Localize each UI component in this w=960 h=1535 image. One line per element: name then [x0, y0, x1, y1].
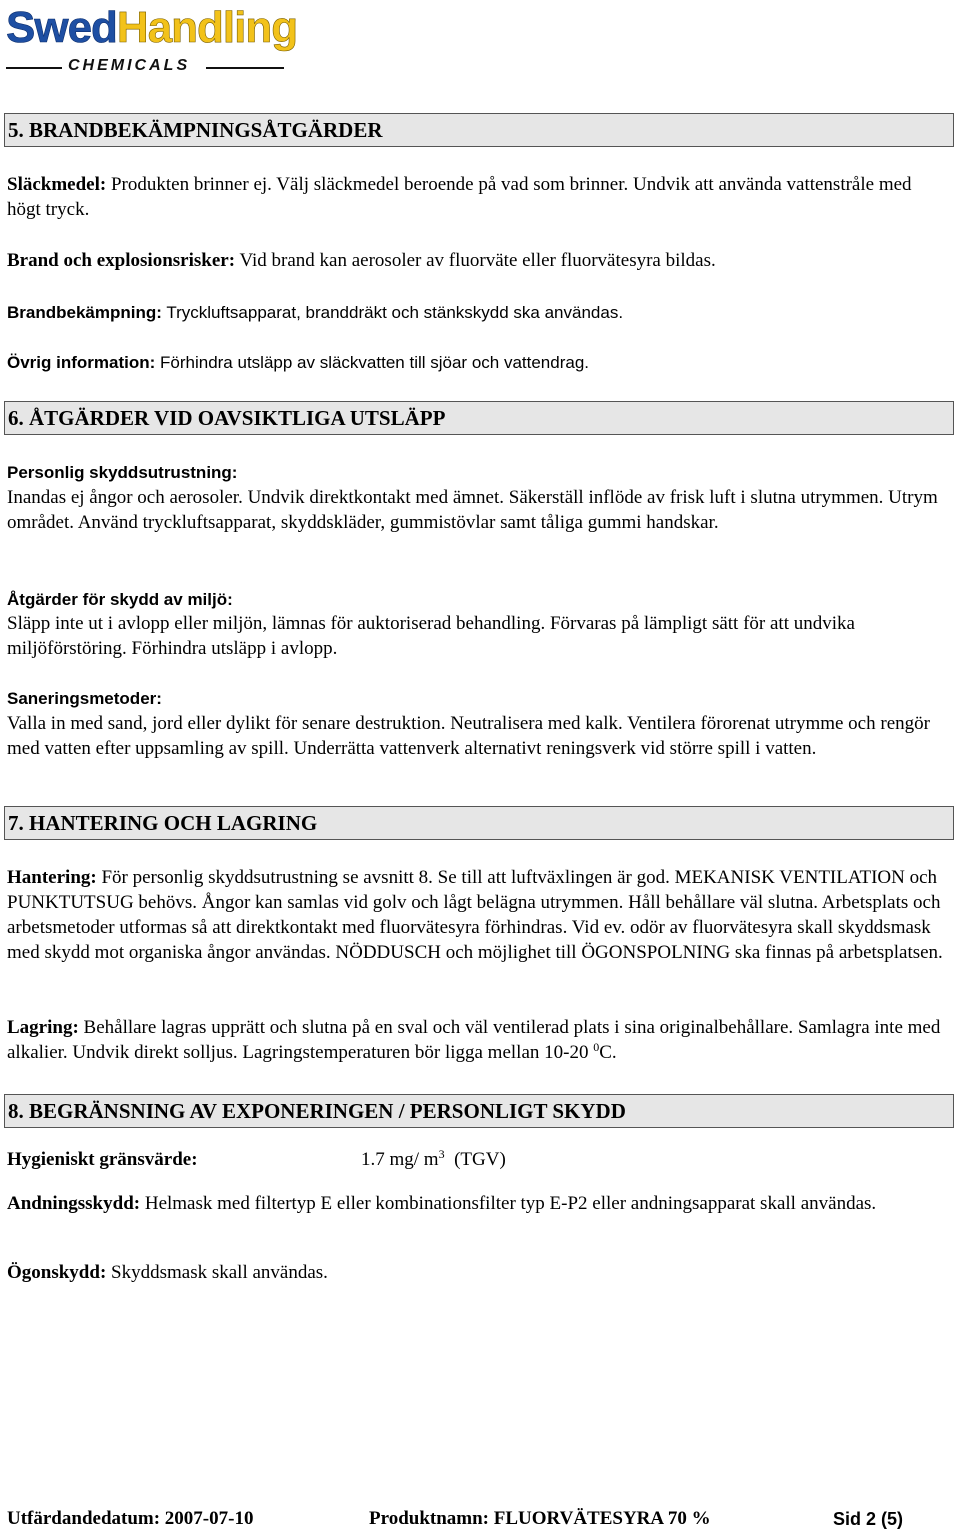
cleanup-label: Saneringsmetoder:: [7, 689, 162, 708]
logo-subtitle: CHEMICALS: [68, 57, 191, 74]
hygiene-limit-label: Hygieniskt gränsvärde:: [7, 1149, 198, 1170]
handling: Hantering: För personlig skyddsutrustning se avsnitt 8. Se till att luftväxlingen är god. MEKANISK VENTILATION och PUNKTUTSUG behövs. Ångor kan samlas vid golv och lågt belägna utrymmen. Håll behållare väl slutna. Arbetsplats och arbetsmetoder utformas så att direktkontakt med fluorvätesyra förhindras. Vid ev. odör av fluorvätesyra skall skyddsmask med skydd mot organiska ångor användas. NÖDDUSCH och möjlighet till ÖGONSPOLNING ska finnas på arbetsplatsen.: [7, 867, 943, 963]
storage: Lagring: Behållare lagras upprätt och slutna på en sval och väl ventilerad plats i sina originalbehållare. Samlagra inte med alkalier. Undvik direkt solljus. Lagringstemperaturen bör ligga mellan 10-20 $^0$C.: [7, 1017, 941, 1063]
personal-protection-text: Inandas ej ångor och aerosoler. Undvik direktkontakt med ämnet. Säkerställ inflöde av frisk luft i slutna utrymmen. Utrym området. Använd tryckluftsapparat, skyddskläder, gummistövlar samt tåliga gummi handskar.: [7, 487, 938, 533]
respiratory-protection: Andningsskydd: Helmask med filtertyp E eller kombinationsfilter typ E-P2 eller andningsapparat skall användas.: [7, 1193, 877, 1214]
logo-wordmark: SwedHandling: [6, 3, 298, 52]
extinguishing-media: Släckmedel: Produkten brinner ej. Välj släckmedel beroende på vad som brinner. Undvik att använda vattenstråle med högt tryck.: [7, 174, 912, 220]
other-information: Övrig information: Förhindra utsläpp av släckvatten till sjöar och vattendrag.: [7, 353, 590, 372]
cleanup-text: Valla in med sand, jord eller dylikt för senare destruktion. Neutralisera med kalk. Ventilera förorenat utrymme och rengör med vatten efter uppsamling av spill. Underrätta vattenverk alternativt reningsverk vid större spill i vatten.: [7, 713, 930, 759]
section-5-heading: 5. BRANDBEKÄMPNINGSÅTGÄRDER: [4, 113, 954, 147]
hygiene-limit-value: 1.7 mg/ $m^3$ (TGV): [361, 1147, 506, 1170]
personal-protection-label: Personlig skyddsutrustning:: [7, 463, 238, 482]
section-7-heading: 7. HANTERING OCH LAGRING: [4, 806, 954, 840]
product-name: Produktnamn: FLUORVÄTESYRA 70 %: [369, 1508, 711, 1529]
section-8-heading: 8. BEGRÄNSNING AV EXPONERINGEN / PERSONLIGT SKYDD: [4, 1094, 954, 1128]
swedhandling-logo: [6, 3, 298, 76]
section-6-heading: 6. ÅTGÄRDER VID OAVSIKTLIGA UTSLÄPP: [4, 401, 954, 435]
firefighting: Brandbekämpning: Tryckluftsapparat, branddräkt och stänkskydd ska användas.: [7, 303, 624, 322]
issue-date: Utfärdandedatum: 2007-07-10: [7, 1508, 254, 1529]
page-number: Sid 2 (5): [833, 1509, 904, 1529]
eye-protection: Ögonskydd: Skyddsmask skall användas.: [7, 1262, 328, 1283]
fire-explosion-risks: Brand och explosionsrisker: Vid brand kan aerosoler av fluorväte eller fluorvätesyra bildas.: [7, 250, 716, 271]
environment-text: Släpp inte ut i avlopp eller miljön, lämnas för auktoriserad behandling. Förvaras på lämpligt sätt för att undvika miljöförstöring. Förhindra utsläpp i avlopp.: [7, 613, 855, 659]
environment-label: Åtgärder för skydd av miljö:: [7, 590, 233, 609]
